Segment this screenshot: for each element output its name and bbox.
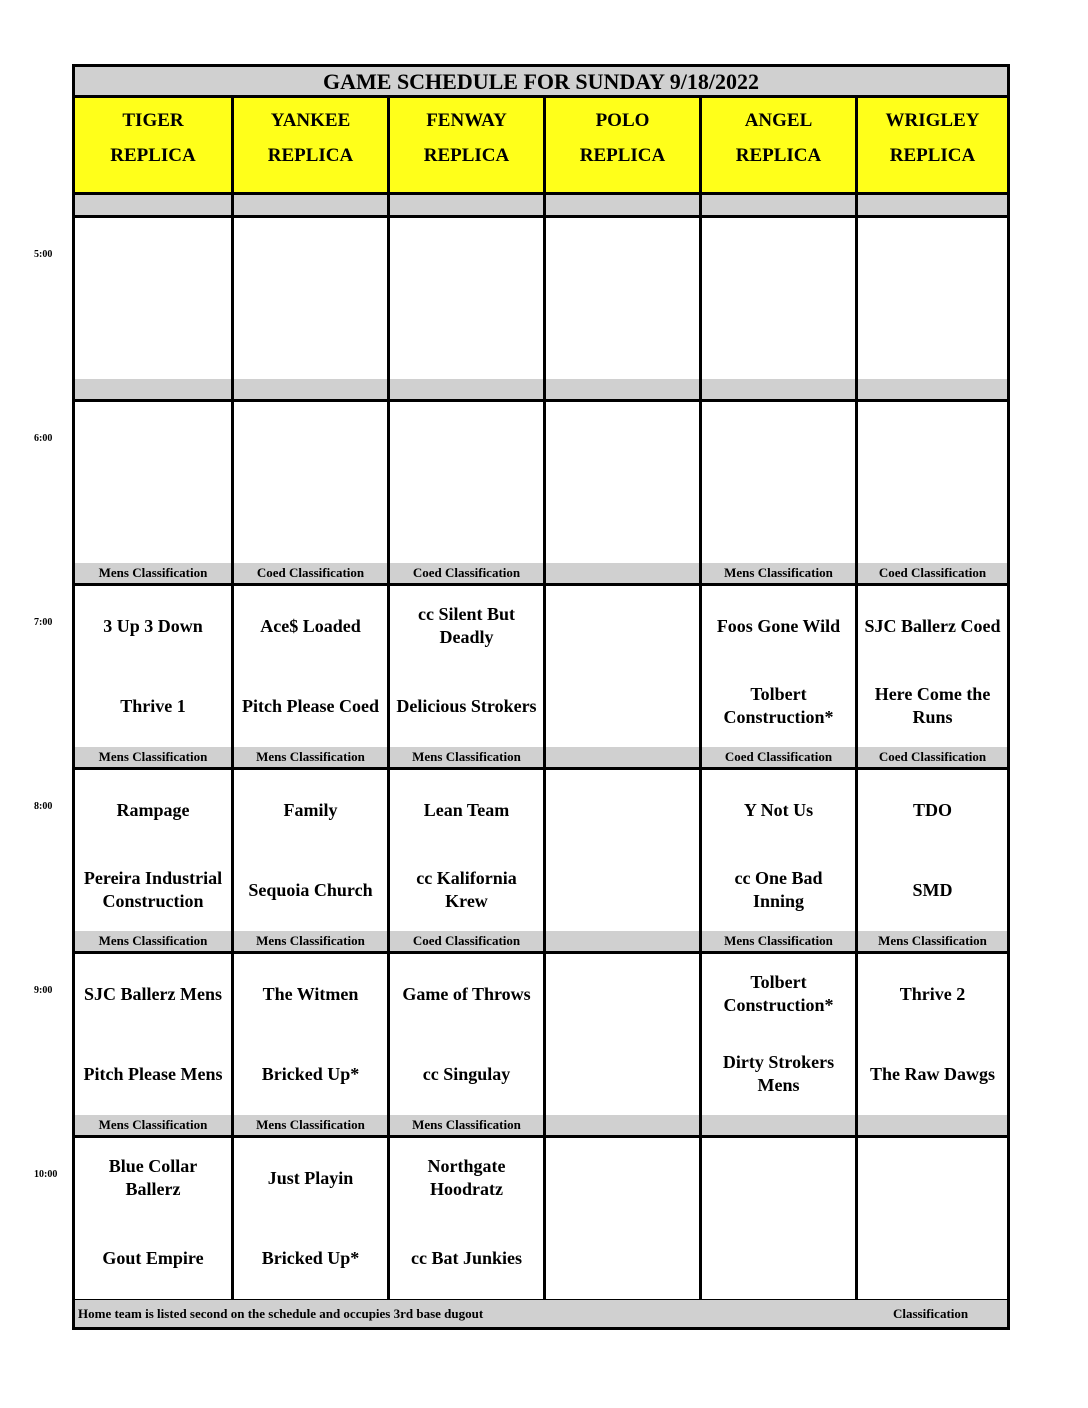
classification-cell [702,1115,855,1135]
away-team [390,218,543,298]
home-team [546,850,699,930]
home-team [546,1218,699,1298]
time-label: 10:00 [34,1169,58,1180]
field-name: YANKEE [270,110,351,131]
home-team: cc Singulay [422,1063,511,1084]
away-team: Thrive 2 [899,983,966,1004]
classification-cell: Mens Classification [702,931,855,951]
field-header-angel [702,98,855,192]
schedule-title: GAME SCHEDULE FOR SUNDAY 9/18/2022 [75,67,1007,98]
away-team [702,402,855,482]
home-team: cc One Bad Inning [734,868,823,911]
classification-cell: Mens Classification [390,1115,543,1135]
home-team: Gout Empire [102,1247,204,1268]
away-team [75,218,231,298]
home-team: cc Bat Junkies [410,1247,522,1268]
classification-cell [390,195,543,215]
classification-cell [858,1115,1007,1135]
time-label: 9:00 [34,985,53,996]
column-divider [231,98,234,1300]
away-team [858,402,1007,482]
away-team: 3 Up 3 Down [103,615,203,636]
home-team: Here Come the Runs [874,684,991,727]
footer-note: Home team is listed second on the schedule and occupies 3rd base dugout [78,1306,484,1321]
field-subtitle: REPLICA [579,145,666,166]
home-team [390,298,543,378]
away-team: SJC Ballerz Mens [84,983,222,1004]
classification-cell [546,931,699,951]
away-team: Foos Gone Wild [716,615,841,636]
classification-cell [546,379,699,399]
field-header-tiger [75,98,231,192]
classification-cell [234,379,387,399]
away-team [546,218,699,298]
home-team [858,482,1007,562]
away-team [858,1138,1007,1218]
classification-cell: Mens Classification [858,931,1007,951]
away-team: Tolbert Construction* [723,972,834,1015]
home-team [546,298,699,378]
home-team [858,298,1007,378]
away-team: Game of Throws [402,983,531,1004]
time-label: 8:00 [34,801,53,812]
classification-cell: Mens Classification [234,747,387,767]
classification-cell: Coed Classification [234,563,387,583]
time-label: 5:00 [34,249,53,260]
classification-cell [702,379,855,399]
field-name: POLO [595,110,650,131]
away-team [702,218,855,298]
classification-cell [75,195,231,215]
home-team [75,298,231,378]
classification-cell: Mens Classification [234,931,387,951]
home-team: cc Kalifornia Krew [416,868,517,911]
home-team: Bricked Up* [261,1063,360,1084]
time-label: 6:00 [34,433,53,444]
classification-cell: Coed Classification [390,563,543,583]
classification-cell [546,1115,699,1135]
away-team [75,402,231,482]
away-team [390,402,543,482]
away-team: SJC Ballerz Coed [864,615,1001,636]
away-team [546,954,699,1034]
home-team [702,482,855,562]
away-team [546,402,699,482]
classification-cell [858,195,1007,215]
classification-cell: Coed Classification [390,931,543,951]
away-team: Blue Collar Ballerz [108,1156,198,1199]
column-divider [387,98,390,1300]
away-team [546,1138,699,1218]
classification-cell: Mens Classification [234,1115,387,1135]
classification-cell: Coed Classification [858,563,1007,583]
home-team [858,1218,1007,1298]
field-name: TIGER [122,110,184,131]
away-team: Y Not Us [743,799,814,820]
away-team: cc Silent But Deadly [418,604,515,647]
away-team: TDO [912,799,952,820]
field-header-wrigley [858,98,1007,192]
home-team: Dirty Strokers Mens [722,1052,835,1095]
column-divider [855,98,858,1300]
home-team: Sequoia Church [248,879,373,900]
classification-cell [390,379,543,399]
away-team: Family [283,799,338,820]
column-divider [543,98,546,1300]
away-team: Ace$ Loaded [260,615,361,636]
field-name: ANGEL [744,110,813,131]
home-team [75,482,231,562]
field-subtitle: REPLICA [267,145,354,166]
classification-cell: Mens Classification [75,747,231,767]
field-name: WRIGLEY [885,110,980,131]
home-team [234,482,387,562]
classification-cell [234,195,387,215]
column-divider [699,98,702,1300]
home-team [702,298,855,378]
field-header-fenway [390,98,543,192]
classification-cell [858,379,1007,399]
field-subtitle: REPLICA [110,145,196,166]
away-team: Lean Team [423,799,510,820]
schedule-sheet [72,64,1010,1330]
home-team: Pitch Please Coed [242,695,379,716]
field-header-yankee [234,98,387,192]
classification-cell: Mens Classification [75,563,231,583]
home-team: Tolbert Construction* [723,684,834,727]
home-team: SMD [912,879,953,900]
classification-cell [546,747,699,767]
away-team [858,218,1007,298]
classification-cell [75,379,231,399]
classification-cell: Mens Classification [390,747,543,767]
classification-cell: Coed Classification [858,747,1007,767]
classification-cell [702,195,855,215]
field-subtitle: REPLICA [889,145,976,166]
field-header-polo [546,98,699,192]
away-team: Rampage [116,799,190,820]
home-team: Pitch Please Mens [83,1063,223,1084]
away-team: Northgate Hoodratz [427,1156,506,1199]
home-team: Pereira Industrial Construction [83,868,223,911]
classification-cell: Mens Classification [75,1115,231,1135]
home-team: Thrive 1 [120,695,186,716]
home-team [546,482,699,562]
home-team: Delicious Strokers [396,695,537,716]
home-team [702,1218,855,1298]
home-team: Bricked Up* [261,1247,360,1268]
classification-cell [546,563,699,583]
away-team [234,402,387,482]
away-team: Just Playin [267,1167,354,1188]
home-team [234,298,387,378]
away-team [234,218,387,298]
home-team [546,666,699,746]
footer-classification: Classification [893,1306,969,1321]
field-subtitle: REPLICA [423,145,510,166]
classification-cell [546,195,699,215]
away-team [546,586,699,666]
away-team: The Witmen [262,983,359,1004]
field-subtitle: REPLICA [735,145,822,166]
classification-cell: Mens Classification [75,931,231,951]
home-team [546,1034,699,1114]
classification-cell: Coed Classification [702,747,855,767]
classification-cell: Mens Classification [702,563,855,583]
field-name: FENWAY [426,110,507,131]
time-label: 7:00 [34,617,53,628]
away-team [546,770,699,850]
schedule-footer [75,1300,1007,1327]
home-team [390,482,543,562]
away-team [702,1138,855,1218]
home-team: The Raw Dawgs [869,1063,995,1084]
